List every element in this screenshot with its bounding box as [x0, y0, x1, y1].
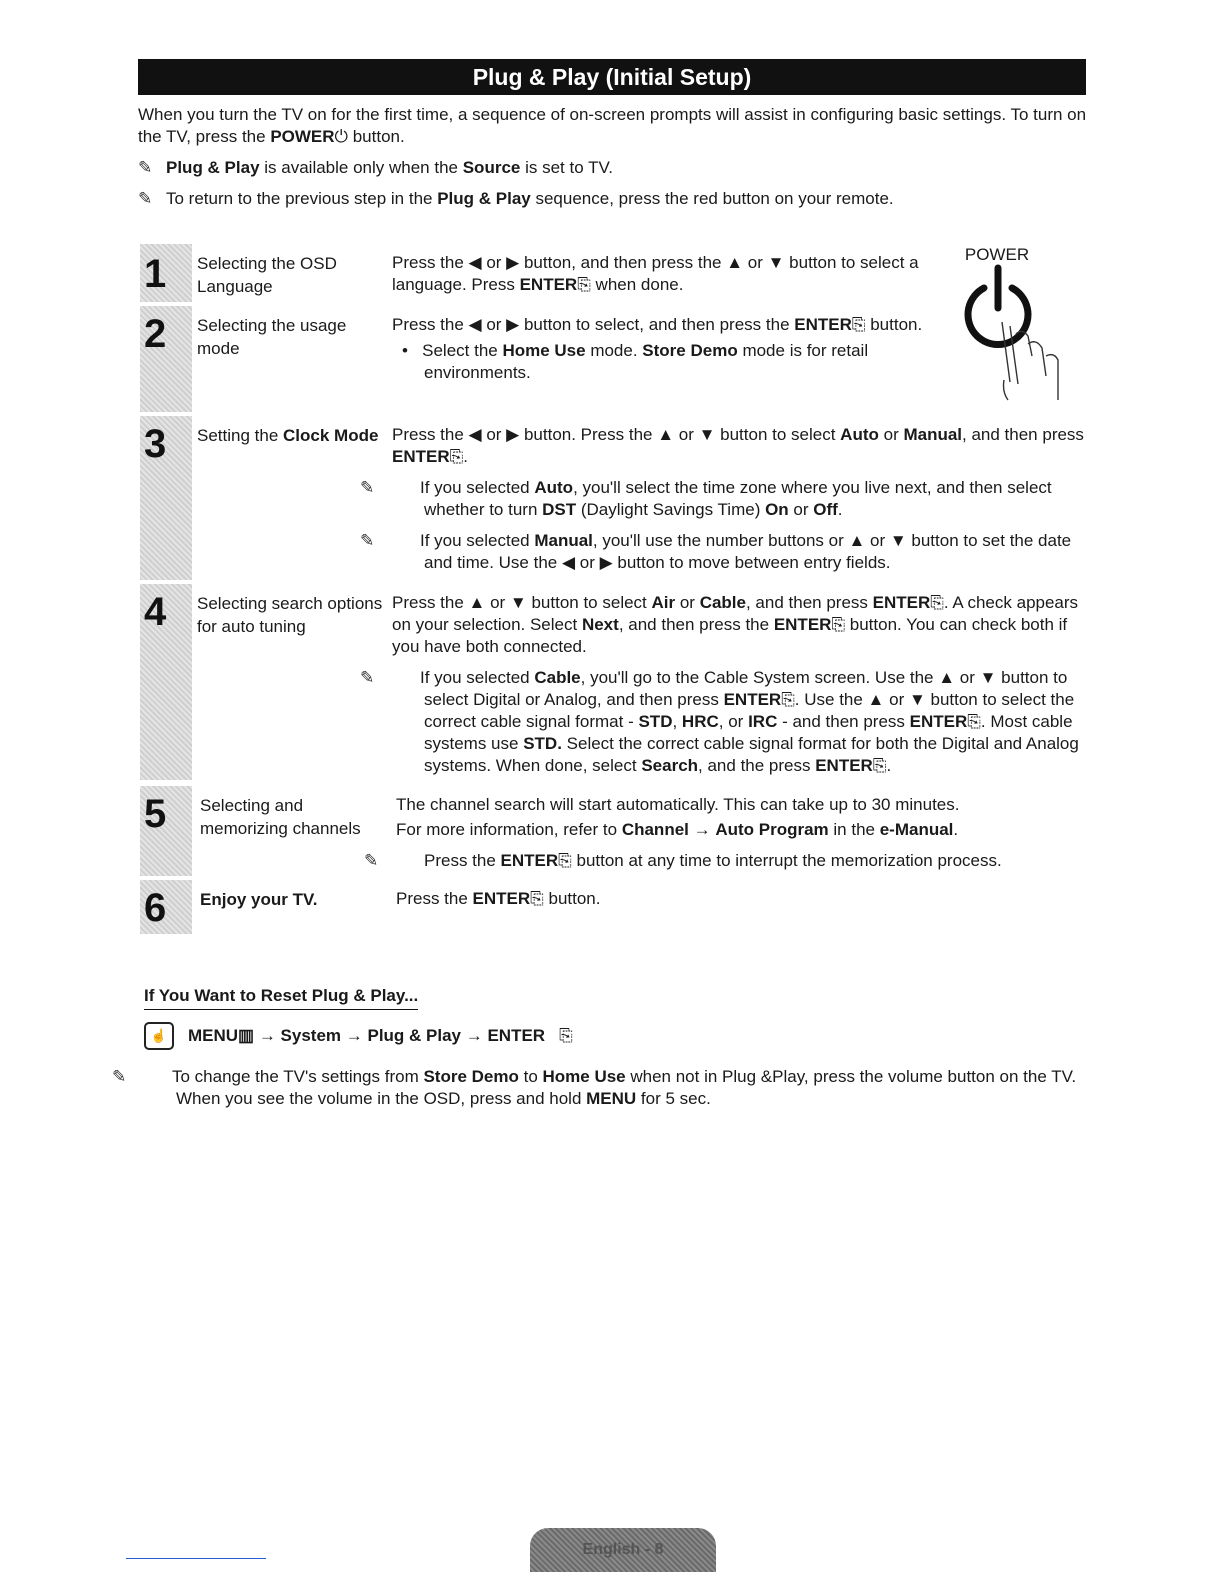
reset-heading: If You Want to Reset Plug & Play... [144, 985, 418, 1010]
menu-path [144, 1022, 573, 1050]
step-body: The channel search will start automatically. This can take up to 30 minutes. For more information, refer to Channel → Auto Program in the e-Manual. ✎ Press the ENTER⎘ button at any time to interrupt the memorization process. [364, 795, 1002, 870]
enter-icon: ⎘ [559, 1026, 573, 1045]
note-return: ✎ To return to the previous step in the Plug & Play sequence, press the red button on your remote. [138, 189, 894, 208]
intro-section [138, 104, 1088, 219]
step-title: Selecting search options for auto tuning [197, 594, 383, 636]
step-number: 5 [144, 792, 167, 836]
step-title: Selecting the usage mode [197, 316, 347, 358]
step-title: Setting the Clock Mode [197, 426, 379, 445]
pencil-note-icon: ✎ [360, 668, 375, 687]
pencil-note-icon: ✎ [364, 851, 379, 870]
step-body: Press the ◀ or ▶ button. Press the ▲ or ▼ button to select Auto or Manual, and then press ENTER⎘. ✎ If you selected Auto, you'll select the time zone where you live next, and then select whether to turn DST (Daylight Savings Time) On or Off. ✎ If you selected Manual, you'll use the number buttons or ▲ or ▼ button to set the date and time. Use the ◀ or ▶ button to move between entry fields. [360, 425, 1084, 572]
step-number: 1 [144, 252, 167, 296]
power-icon: ⏻ [334, 127, 348, 146]
step-number: 4 [144, 590, 167, 634]
reset-note: ✎ To change the TV's settings from Store Demo to Home Use when not in Plug &Play, press the volume button on the TV. When you see the volume in the OSD, press and hold MENU for 5 sec. [112, 1067, 1077, 1108]
note-source: ✎ Plug & Play is available only when the Source is set to TV. [138, 158, 613, 177]
pencil-note-icon: ✎ [112, 1067, 127, 1086]
step-title: Selecting and memorizing channels [200, 796, 361, 838]
step-title: Selecting the OSD Language [197, 254, 337, 296]
step-body: Press the ENTER⎘ button. [396, 889, 601, 908]
step-1 [140, 244, 1090, 304]
power-label: POWER [964, 245, 1030, 264]
step-4 [140, 584, 1090, 782]
pencil-note-icon: ✎ [360, 531, 375, 550]
step-body: Press the ◀ or ▶ button to select, and then press the ENTER⎘ button. • Select the Home Use mode. Store Demo mode is for retail environments. [392, 315, 923, 382]
step-5 [140, 786, 1090, 878]
footer-rule [126, 1558, 266, 1559]
page-number: English - 8 [530, 1528, 716, 1572]
pencil-note-icon: ✎ [360, 478, 375, 497]
step-number: 3 [144, 422, 167, 466]
step-number: 2 [144, 312, 167, 356]
intro-text: When you turn the TV on for the first time, a sequence of on-screen prompts will assist in configuring basic settings. To turn on the TV, press the POWER⏻ button. [138, 105, 1087, 146]
step-number: 6 [144, 886, 167, 930]
remote-hand-icon: ☝ [144, 1022, 174, 1050]
step-body: Press the ◀ or ▶ button, and then press the ▲ or ▼ button to select a language. Press ENTER⎘ when done. [392, 253, 919, 294]
step-6 [140, 880, 1090, 936]
page-title: Plug & Play (Initial Setup) [138, 59, 1086, 95]
step-3 [140, 416, 1090, 582]
step-2 [140, 306, 1090, 414]
pencil-note-icon: ✎ [138, 158, 153, 177]
step-body: Press the ▲ or ▼ button to select Air or Cable, and then press ENTER⎘. A check appears on your selection. Select Next, and then press the ENTER⎘ button. You can check both if you have both connected. ✎ If you selected Cable, you'll go to the Cable System screen. Use the ▲ or ▼ button to select Digital or Analog, and then press ENTER⎘. Use the ▲ or ▼ button to select the correct cable signal format - STD, HRC, or IRC - and then press ENTER⎘. Most cable systems use STD. Select the correct cable signal format for both the Digital and Analog systems. When done, select Search, and the press ENTER⎘. [360, 593, 1079, 775]
menu-path-text: MENU▥ → System → Plug & Play → ENTER [188, 1026, 546, 1045]
pencil-note-icon: ✎ [138, 189, 153, 208]
step-title: Enjoy your TV. [200, 890, 318, 909]
